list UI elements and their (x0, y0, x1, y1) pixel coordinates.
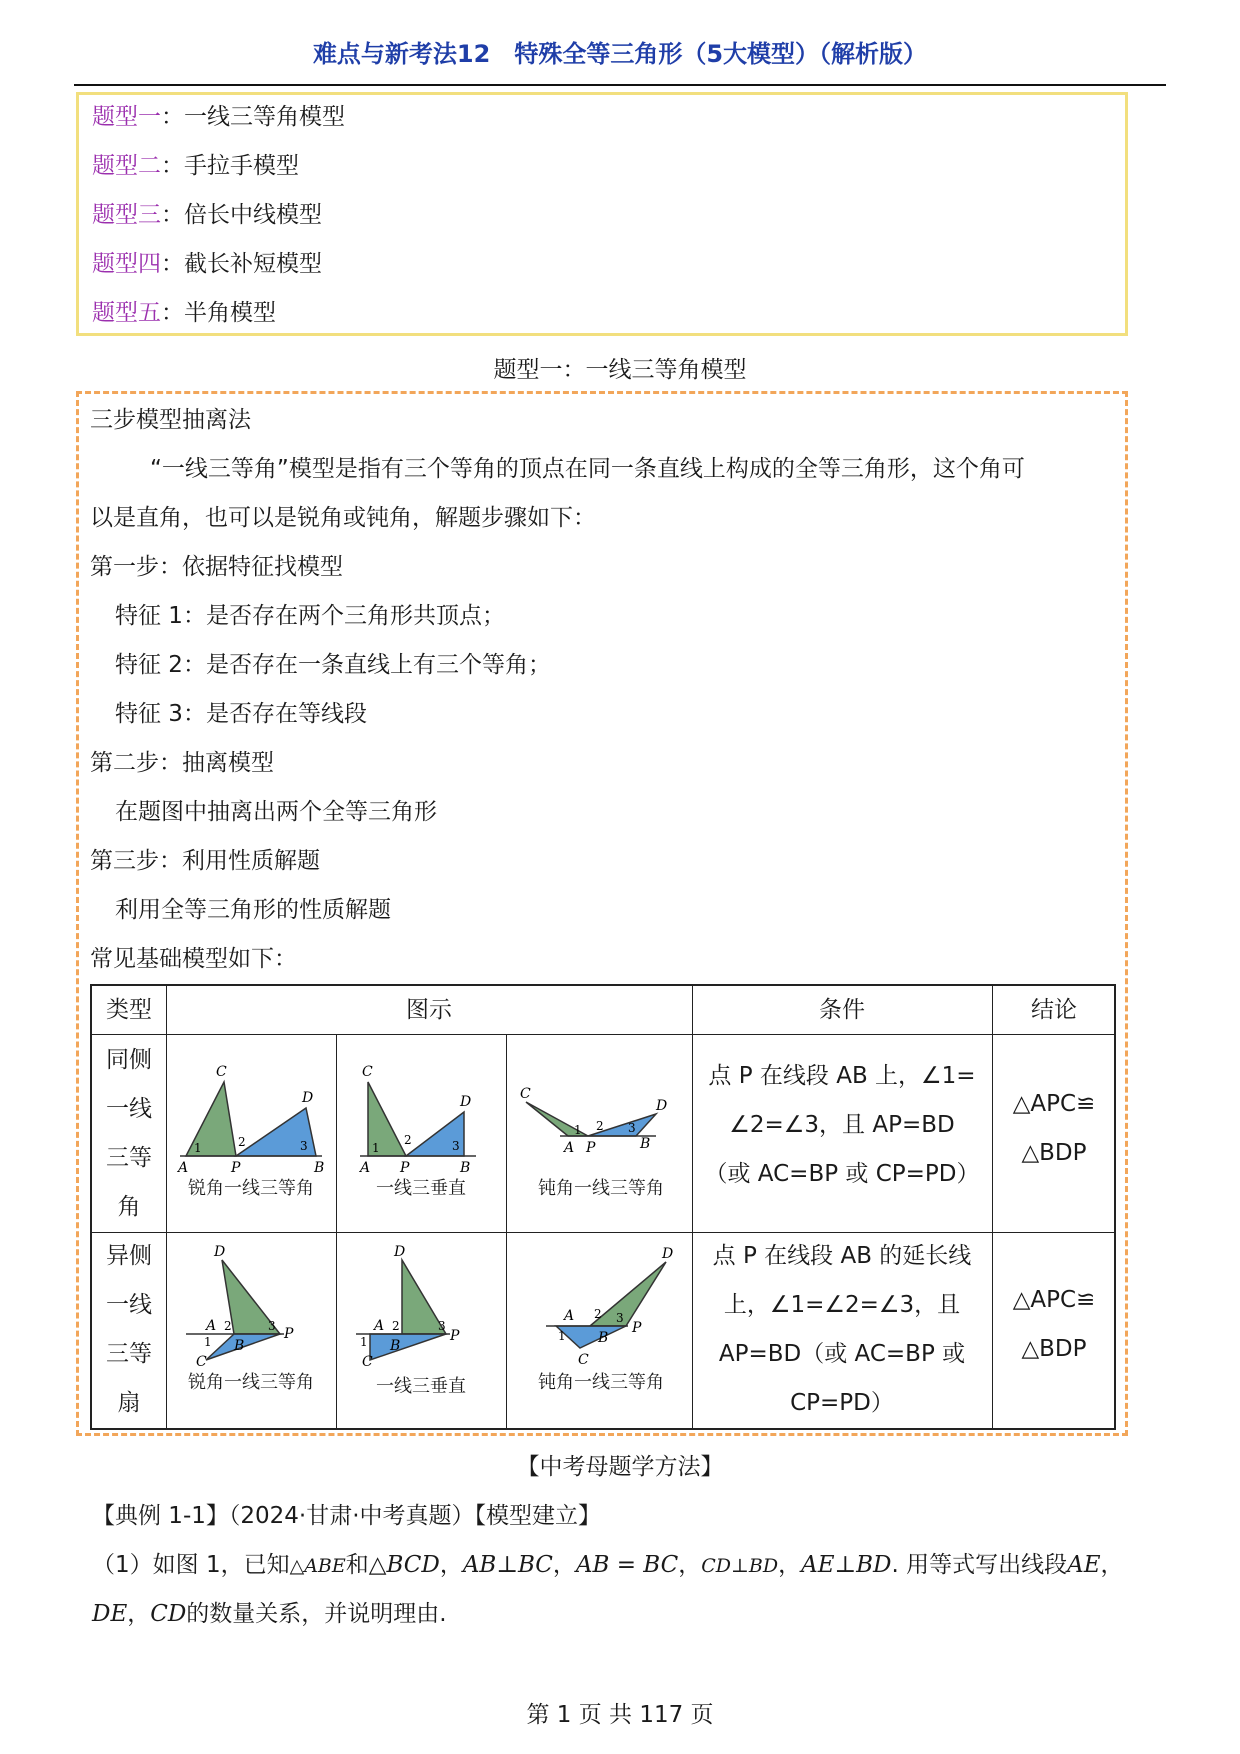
intro-line-2: 以是直角，也可以是锐角或钝角，解题步骤如下： (90, 505, 596, 531)
toc-item-text: ：倍长中线模型 (161, 202, 322, 228)
label-angle-3: 3 (452, 1139, 460, 1153)
math-condition-3: CD⊥BD (701, 1555, 779, 1577)
row1-condition: ∠2=∠3，且 AP=BD (729, 1112, 955, 1138)
label-c: C (196, 1354, 207, 1367)
step-2: 第二步：抽离模型 (90, 750, 274, 776)
math-condition-4: AE⊥BD (801, 1552, 892, 1578)
toc-item-prefix: 题型一 (92, 104, 161, 130)
label-angle-1: 1 (204, 1335, 212, 1349)
feature-2: 特征 2：是否存在一条直线上有三个等角； (115, 652, 551, 678)
diagram-acute-same-side (176, 1048, 326, 1173)
row2-condition: AP=BD（或 AC=BP 或 (718, 1341, 966, 1367)
step-3-detail: 利用全等三角形的性质解题 (115, 897, 391, 923)
text-segment: ， (127, 1601, 151, 1627)
label-p: P (450, 1328, 460, 1344)
row1-condition: （或 AC=BP 或 CP=PD） (704, 1161, 980, 1187)
table-divider (92, 1232, 1114, 1233)
math-condition-1: AB⊥BC (462, 1552, 553, 1578)
label-c: C (520, 1086, 531, 1102)
toc-item-5[interactable] (92, 299, 276, 327)
example-question-line-2 (92, 1595, 447, 1628)
label-angle-3: 3 (628, 1121, 636, 1135)
label-p: P (284, 1326, 294, 1342)
row2-type: 一线 (106, 1292, 152, 1318)
text-segment: 的数量关系，并说明理由. (186, 1601, 447, 1627)
label-b: B (390, 1338, 401, 1354)
math-triangle-bcd: △BCD (368, 1552, 440, 1578)
label-d: D (460, 1094, 472, 1110)
table-header-conclusion: 结论 (1031, 997, 1077, 1023)
step-2-detail: 在题图中抽离出两个全等三角形 (115, 799, 437, 825)
section-heading: 题型一：一线三等角模型 (493, 357, 747, 383)
toc-item-prefix: 题型五 (92, 300, 161, 326)
label-d: D (662, 1246, 674, 1262)
toc-item-text: ：一线三等角模型 (161, 104, 345, 130)
label-d: D (394, 1244, 406, 1260)
label-a: A (178, 1160, 189, 1173)
row1-type: 同侧 (106, 1047, 152, 1073)
intro-line-1: “一线三等角”模型是指有三个等角的顶点在同一条直线上构成的全等三角形，这个角可 (150, 456, 1025, 482)
toc-item-2[interactable] (92, 152, 299, 180)
toc-item-1[interactable] (92, 103, 345, 131)
label-p: P (632, 1320, 642, 1336)
label-angle-1: 1 (574, 1123, 582, 1137)
step-1: 第一步：依据特征找模型 (90, 554, 343, 580)
toc-item-text: ：手拉手模型 (161, 153, 299, 179)
label-angle-3: 3 (616, 1311, 624, 1325)
toc-item-prefix: 题型四 (92, 251, 161, 277)
row1-type: 一线 (106, 1096, 152, 1122)
toc-item-4[interactable] (92, 250, 322, 278)
label-c: C (216, 1064, 227, 1080)
table-divider (92, 1034, 1114, 1035)
label-b: B (234, 1338, 245, 1354)
row2-condition: 点 P 在线段 AB 的延长线 (712, 1243, 972, 1269)
label-angle-2: 2 (238, 1135, 246, 1149)
toc-item-3[interactable] (92, 201, 322, 229)
common-models-label: 常见基础模型如下： (90, 946, 297, 972)
math-ae: AE (1067, 1552, 1101, 1578)
row2-conclusion: △BDP (1021, 1336, 1087, 1362)
example-question-line-1 (92, 1546, 1123, 1579)
text-segment: ， (1100, 1552, 1124, 1578)
model-table (90, 984, 1116, 1430)
text-segment: ， (778, 1552, 802, 1578)
row2-type: 三等 (106, 1341, 152, 1367)
text-segment: ， (552, 1552, 576, 1578)
toc-item-prefix: 题型三 (92, 202, 161, 228)
label-b: B (598, 1330, 609, 1346)
label-angle-3: 3 (438, 1319, 446, 1333)
text-segment: . 用等式写出线段 (891, 1552, 1068, 1578)
label-angle-2: 2 (596, 1119, 604, 1133)
label-p: P (400, 1160, 410, 1173)
toc-item-prefix: 题型二 (92, 153, 161, 179)
row2-type: 扇 (117, 1390, 141, 1416)
caption-right: 一线三垂直 (376, 1376, 466, 1397)
math-triangle-abe: △ABE (289, 1555, 346, 1577)
text-segment: ， (439, 1552, 463, 1578)
page-header-title: 难点与新考法12 特殊全等三角形（5大模型）（解析版） (312, 40, 928, 68)
math-condition-2: AB = BC (575, 1552, 679, 1578)
label-angle-3: 3 (268, 1319, 276, 1333)
label-a: A (374, 1318, 385, 1334)
row1-type: 角 (117, 1194, 141, 1220)
diagram-acute-opposite-side (176, 1242, 326, 1367)
row1-condition: 点 P 在线段 AB 上，∠1= (708, 1063, 976, 1089)
method-title: 三步模型抽离法 (90, 407, 251, 433)
label-a: A (564, 1308, 575, 1324)
row2-condition: CP=PD） (790, 1390, 894, 1416)
text-segment: （1）如图 1，已知 (92, 1552, 290, 1578)
label-b: B (640, 1136, 651, 1152)
row1-conclusion: △BDP (1021, 1140, 1087, 1166)
caption-acute: 锐角一线三等角 (188, 1372, 314, 1393)
label-c: C (578, 1352, 589, 1367)
example-title: 【典例 1-1】（2024·甘肃·中考真题）【模型建立】 (92, 1503, 602, 1529)
diagram-obtuse-opposite-side (516, 1242, 686, 1367)
table-header-type: 类型 (106, 997, 152, 1023)
label-c: C (362, 1064, 373, 1080)
row2-conclusion: △APC≌ (1012, 1287, 1096, 1313)
label-b: B (460, 1160, 471, 1173)
row2-type: 异侧 (106, 1243, 152, 1269)
row1-type: 三等 (106, 1145, 152, 1171)
label-angle-1: 1 (372, 1141, 380, 1155)
label-p: P (231, 1160, 241, 1173)
step-3: 第三步：利用性质解题 (90, 848, 320, 874)
label-angle-1: 1 (194, 1141, 202, 1155)
feature-3: 特征 3：是否存在等线段 (115, 701, 367, 727)
label-a: A (564, 1140, 575, 1156)
text-segment: 和 (345, 1552, 369, 1578)
label-angle-1: 1 (558, 1329, 566, 1343)
math-cd: CD (150, 1601, 187, 1627)
header-rule (74, 84, 1166, 86)
label-angle-3: 3 (300, 1139, 308, 1153)
label-angle-2: 2 (404, 1133, 412, 1147)
mother-question-heading: 【中考母题学方法】 (516, 1454, 724, 1480)
caption-acute: 锐角一线三等角 (188, 1178, 314, 1199)
label-d: D (302, 1090, 314, 1106)
caption-right: 一线三垂直 (376, 1178, 466, 1199)
row1-conclusion: △APC≌ (1012, 1091, 1096, 1117)
table-header-condition: 条件 (819, 997, 865, 1023)
row2-condition: 上，∠1=∠2=∠3，且 (723, 1292, 961, 1318)
text-segment: ， (678, 1552, 702, 1578)
math-de: DE (92, 1601, 128, 1627)
diagram-obtuse-same-side (516, 1048, 686, 1173)
caption-obtuse: 钝角一线三等角 (538, 1372, 664, 1393)
caption-obtuse: 钝角一线三等角 (538, 1178, 664, 1199)
table-divider (336, 1034, 337, 1428)
toc-item-text: ：半角模型 (161, 300, 276, 326)
label-d: D (656, 1098, 668, 1114)
page-footer: 第 1 页 共 117 页 (526, 1702, 714, 1728)
diagram-right-same-side (346, 1048, 496, 1173)
label-p: P (586, 1140, 596, 1156)
toc-box (76, 92, 1128, 336)
table-divider (506, 1034, 507, 1428)
label-angle-2: 2 (392, 1319, 400, 1333)
feature-1: 特征 1：是否存在两个三角形共顶点； (115, 603, 505, 629)
label-angle-1: 1 (360, 1335, 368, 1349)
label-angle-2: 2 (224, 1319, 232, 1333)
label-b: B (314, 1160, 325, 1173)
label-a: A (360, 1160, 371, 1173)
label-c: C (362, 1354, 373, 1367)
table-header-figure: 图示 (406, 997, 452, 1023)
label-d: D (214, 1244, 226, 1260)
diagram-right-opposite-side (346, 1242, 496, 1367)
label-a: A (206, 1318, 217, 1334)
toc-item-text: ：截长补短模型 (161, 251, 322, 277)
label-angle-2: 2 (594, 1307, 602, 1321)
table-divider (166, 986, 167, 1428)
